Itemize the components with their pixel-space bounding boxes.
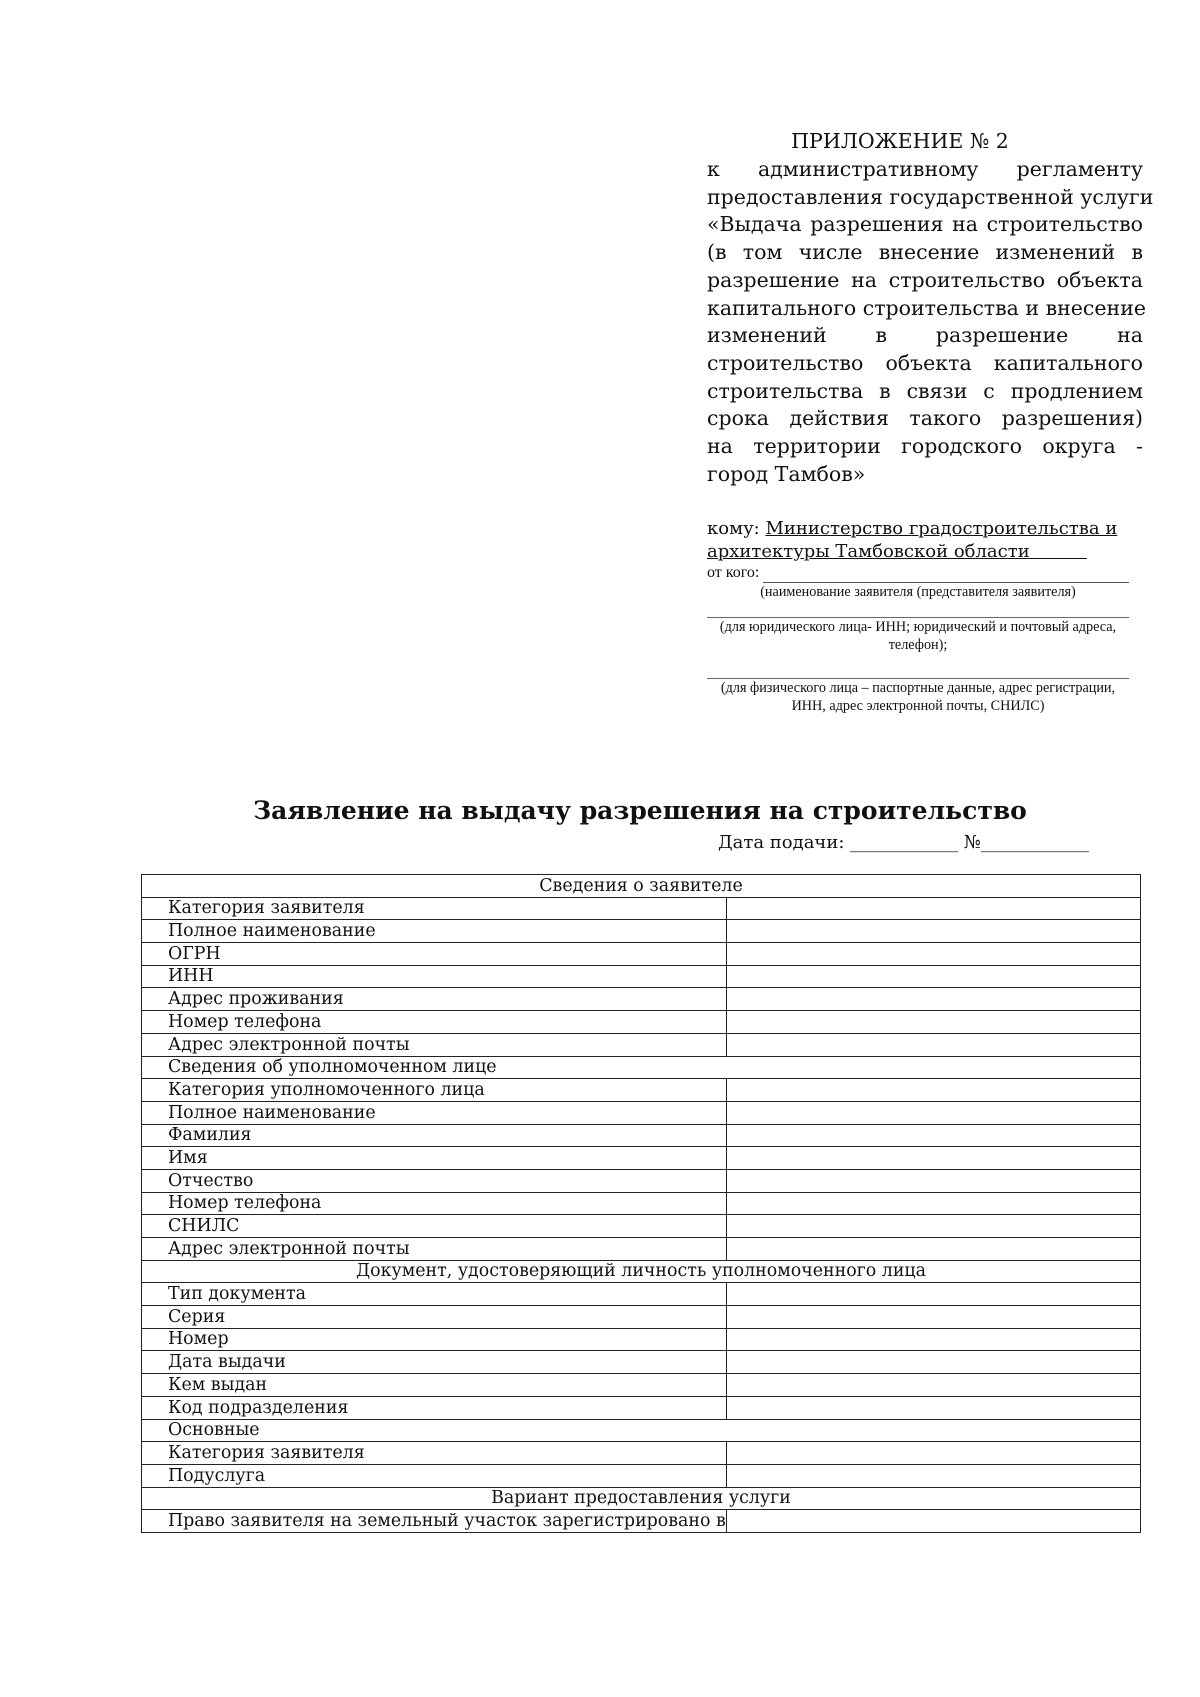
field-value-cell[interactable] <box>726 1215 1140 1238</box>
field-value-cell[interactable] <box>726 988 1140 1011</box>
field-value-cell[interactable] <box>726 965 1140 988</box>
table-row <box>142 1011 1141 1034</box>
field-value-cell[interactable] <box>726 1169 1140 1192</box>
field-value-cell[interactable] <box>726 943 1140 966</box>
table-row <box>142 943 1141 966</box>
regulation-line: капитального строительства и внесение <box>707 295 1147 320</box>
table-row <box>142 1260 1141 1283</box>
table-row <box>142 988 1141 1011</box>
field-label: Право заявителя на земельный участок зарегистрировано в <box>142 1510 727 1533</box>
field-value-cell[interactable] <box>726 1101 1140 1124</box>
field-value-cell[interactable] <box>726 1033 1140 1056</box>
field-value-cell[interactable] <box>726 1306 1140 1329</box>
field-label: Отчество <box>142 1169 727 1192</box>
table-row <box>142 1079 1141 1102</box>
submission-date-line[interactable]: Дата подачи: ____________ №____________ <box>718 832 1089 853</box>
table-row <box>142 1306 1141 1329</box>
field-value-cell[interactable] <box>726 1238 1140 1261</box>
field-value-cell[interactable] <box>726 1328 1140 1351</box>
table-row <box>142 1396 1141 1419</box>
field-value-cell[interactable] <box>726 1079 1140 1102</box>
table-row <box>142 1147 1141 1170</box>
field-label: Полное наименование <box>142 920 727 943</box>
table-row <box>142 897 1141 920</box>
field-value-cell[interactable] <box>726 920 1140 943</box>
field-label: Номер телефона <box>142 1192 727 1215</box>
table-row <box>142 965 1141 988</box>
field-label: Категория заявителя <box>142 1442 727 1465</box>
table-row <box>142 1169 1141 1192</box>
section-header: Вариант предоставления услуги <box>142 1487 1141 1510</box>
regulation-line: к административному регламенту <box>707 157 1143 181</box>
appendix-block <box>707 126 1154 488</box>
table-row <box>142 1487 1141 1510</box>
field-label: Код подразделения <box>142 1396 727 1419</box>
table-row <box>142 1351 1141 1374</box>
hint-individual-2: ИНН, адрес электронной почты, СНИЛС) <box>791 698 1045 714</box>
table-row <box>142 1442 1141 1465</box>
field-label: Серия <box>142 1306 727 1329</box>
table-row <box>142 1056 1141 1079</box>
regulation-line: строительство объекта капитального <box>707 350 1143 375</box>
section-header: Сведения о заявителе <box>142 875 1141 898</box>
table-row <box>142 1033 1141 1056</box>
to-label: кому: <box>707 518 760 539</box>
addressee-block <box>707 517 1129 715</box>
field-label: Адрес электронной почты <box>142 1033 727 1056</box>
field-label: Номер <box>142 1328 727 1351</box>
table-row <box>142 1328 1141 1351</box>
field-value-cell[interactable] <box>726 1351 1140 1374</box>
from-input-rule[interactable] <box>763 568 1129 583</box>
hint-individual: (для физического лица – паспортные данные, адрес регистрации, <box>720 680 1116 696</box>
hint-applicant: (наименование заявителя (представителя заявителя) <box>760 584 1076 600</box>
regulation-line: город Тамбов» <box>707 461 866 486</box>
field-label: ОГРН <box>142 943 727 966</box>
from-line <box>707 563 1129 583</box>
field-label: ИНН <box>142 965 727 988</box>
table-row <box>142 1101 1141 1124</box>
field-value-cell[interactable] <box>726 1192 1140 1215</box>
field-label: Имя <box>142 1147 727 1170</box>
field-value-cell[interactable] <box>726 1442 1140 1465</box>
from-label: от кого: <box>707 564 760 581</box>
field-label: СНИЛС <box>142 1215 727 1238</box>
field-label: Категория уполномоченного лица <box>142 1079 727 1102</box>
table-row <box>142 1464 1141 1487</box>
regulation-line: срока действия такого разрешения) <box>707 406 1143 431</box>
subsection-header: Основные <box>142 1419 1141 1442</box>
to-value-line1: Министерство градостроительства и <box>765 518 1118 539</box>
table-row <box>142 1238 1141 1261</box>
regulation-line: (в том числе внесение изменений в <box>707 240 1143 265</box>
field-label: Тип документа <box>142 1283 727 1306</box>
application-form-table <box>141 874 1141 1533</box>
field-label: Категория заявителя <box>142 897 727 920</box>
field-value-cell[interactable] <box>726 1011 1140 1034</box>
form-title: Заявление на выдачу разрешения на строительство <box>253 796 1027 825</box>
blank-rule-individual[interactable] <box>707 664 1129 679</box>
field-label: Подуслуга <box>142 1464 727 1487</box>
section-header: Документ, удостоверяющий личность уполномоченного лица <box>142 1260 1141 1283</box>
table-row <box>142 875 1141 898</box>
regulation-line: «Выдача разрешения на строительство <box>707 212 1143 237</box>
field-value-cell[interactable] <box>726 1510 1140 1533</box>
field-label: Номер телефона <box>142 1011 727 1034</box>
table-row <box>142 1215 1141 1238</box>
regulation-line: изменений в разрешение на <box>707 323 1143 348</box>
field-label: Полное наименование <box>142 1101 727 1124</box>
field-label: Кем выдан <box>142 1374 727 1397</box>
field-value-cell[interactable] <box>726 1374 1140 1397</box>
field-value-cell[interactable] <box>726 1283 1140 1306</box>
field-label: Адрес электронной почты <box>142 1238 727 1261</box>
table-row <box>142 1374 1141 1397</box>
table-row <box>142 1419 1141 1442</box>
hint-legal: (для юридического лица- ИНН; юридический и почтовый адреса, телефон); <box>719 619 1117 653</box>
field-label: Дата выдачи <box>142 1351 727 1374</box>
field-value-cell[interactable] <box>726 1396 1140 1419</box>
regulation-line: разрешение на строительство объекта <box>707 267 1143 292</box>
subsection-header: Сведения об уполномоченном лице <box>142 1056 1141 1079</box>
table-row <box>142 1510 1141 1533</box>
field-value-cell[interactable] <box>726 1124 1140 1147</box>
regulation-reference <box>707 156 1154 488</box>
field-value-cell[interactable] <box>726 1147 1140 1170</box>
table-row <box>142 920 1141 943</box>
to-value-line2: архитектуры Тамбовской области <box>707 541 1030 562</box>
table-row <box>142 1192 1141 1215</box>
regulation-line: строительства в связи с продлением <box>707 378 1143 403</box>
appendix-title: ПРИЛОЖЕНИЕ № 2 <box>791 129 1009 153</box>
table-row <box>142 1124 1141 1147</box>
field-value-cell[interactable] <box>726 1464 1140 1487</box>
blank-rule-legal[interactable] <box>707 603 1129 618</box>
field-value-cell[interactable] <box>726 897 1140 920</box>
regulation-line: предоставления государственной услуги <box>707 184 1154 209</box>
field-label: Адрес проживания <box>142 988 727 1011</box>
field-label: Фамилия <box>142 1124 727 1147</box>
table-row <box>142 1283 1141 1306</box>
regulation-line: на территории городского округа - <box>707 434 1143 459</box>
